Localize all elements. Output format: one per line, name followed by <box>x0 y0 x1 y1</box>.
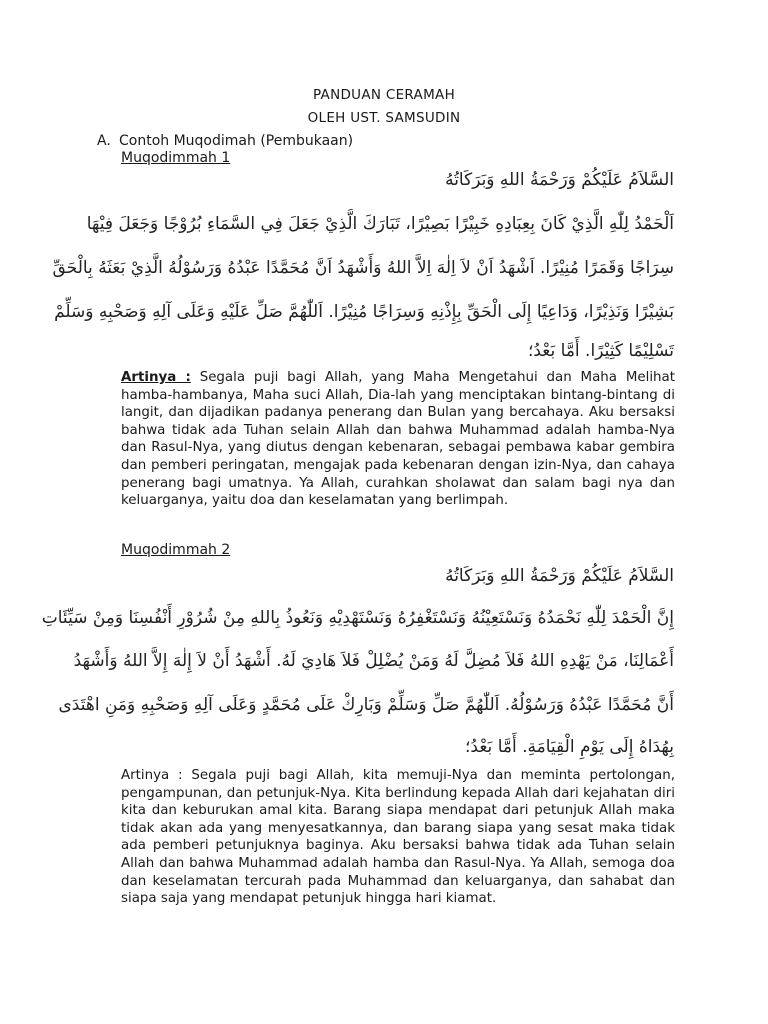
muqodimah-1-translation <box>121 369 675 510</box>
muqodimah-2-arabic-line: إِنَّ الْحَمْدَ لِلّٰهِ نَحْمَدُهُ وَنَسْتَعِيْنُهُ وَنَسْتَغْفِرُهُ وَنَسْتَهْدِيْهِ وَنَعُوذُ بِاللهِ مِنْ شُرُوْرِ أَنْفُسِنَا وَمِنْ سَيِّئَاتِ <box>41 608 674 628</box>
section-title: Contoh Muqodimah (Pembukaan) <box>119 133 354 149</box>
muqodimah-1-heading: Muqodimmah 1 <box>121 150 231 166</box>
muqodimah-2-arabic-line: أَعْمَالِنَا، مَنْ يَهْدِهِ اللهُ فَلاَ مُضِلَّ لَهُ وَمَنْ يُضْلِلْ فَلاَ هَادِيَ لَهُ. أَشْهَدُ أَنْ لاَ إِلٰهَ إِلاَّ اللهُ وَأَشْهَدُ <box>73 651 674 671</box>
muqodimah-2-arabic-line: السَّلاَمُ عَلَيْكُمْ وَرَحْمَةُ اللهِ وَبَرَكَاتُهُ <box>445 566 674 586</box>
muqodimah-1-arabic-line: بَشِيْرًا وَنَذِيْرًا، وَدَاعِيًا إِلَى الْحَقِّ بِإِذْنِهِ وَسِرَاجًا مُنِيْرًا. اَللّٰهُمَّ صَلِّ عَلَيْهِ وَعَلَى آلِهِ وَصَحْبِهِ وَسَلِّمْ <box>54 302 674 322</box>
muqodimah-1-arabic-line: اَلْحَمْدُ لِلّٰهِ الَّذِيْ كَانَ بِعِبَادِهِ خَبِيْرًا بَصِيْرًا، تَبَارَكَ الَّذِيْ جَعَلَ فِي السَّمَاءِ بُرُوْجًا وَجَعَلَ فِيْهَا <box>86 214 674 234</box>
document-author: OLEH UST. SAMSUDIN <box>307 110 461 126</box>
document-title: PANDUAN CERAMAH <box>312 87 456 103</box>
artinya-text: Segala puji bagi Allah, yang Maha Mengetahui dan Maha Melihat hamba-hambanya, Maha suci Allah, Dia-lah yang menciptakan bintang-bintang di langit, dan dijadikan padanya penerang dan Bulan yang bercahaya. Aku bersaksi bahwa tidak ada Tuhan selain Allah dan bahwa Muhammad adalah hamba-Nya dan Rasul-Nya, yang diutus dengan kebenaran, sebagai pembawa kabar gembira dan pemberi peringatan, mengajak pada kebenaran dengan izin-Nya, dan cahaya penerang bagi umatnya. Ya Allah, curahkan sholawat dan salam bagi nya dan keluarganya, yaitu doa dan keselamatan yang berlimpah. <box>121 370 675 509</box>
muqodimah-2-heading: Muqodimmah 2 <box>121 542 231 558</box>
muqodimah-2-translation: Artinya : Segala puji bagi Allah, kita memuji-Nya dan meminta pertolongan, pengampunan, dan petunjuk-Nya. Kita berlindung kepada Allah dari kejahatan diri kita dan keburukan amal kita. Barang siapa mendapat dari petunjuk Allah maka tidak akan ada yang menyesatkannya, dan barang siapa yang sesat maka tidak ada pemberi petunjuknya baginya. Aku bersaksi bahwa tidak ada Tuhan selain Allah dan bahwa Muhammad adalah hamba dan Rasul-Nya. Ya Allah, semoga doa dan keselamatan tercurah pada Muhammad dan keluarganya, dan sahabat dan siapa saja yang mendapat petunjuk hingga hari kiamat. <box>121 768 675 907</box>
artinya-label: Artinya : <box>121 370 191 385</box>
muqodimah-2-arabic-line: بِهُدَاهُ إِلَى يَوْمِ الْقِيَامَةِ. أَمَّا بَعْدُ؛ <box>465 737 674 757</box>
muqodimah-1-arabic-line: السَّلاَمُ عَلَيْكُمْ وَرَحْمَةُ اللهِ وَبَرَكَاتُهُ <box>445 170 674 190</box>
section-heading <box>97 133 353 149</box>
muqodimah-1-arabic-line: سِرَاجًا وَقَمَرًا مُنِيْرًا. اَشْهَدُ اَنْ لاَ اِلٰهَ اِلاَّ اللهُ وَأَشْهَدُ اَنَّ مُحَمَّدًا عَبْدُهُ وَرَسُوْلُهُ الَّذِيْ بَعَثَهُ بِالْحَقِّ <box>52 258 674 278</box>
section-label: A. <box>97 133 111 149</box>
muqodimah-2-arabic-line: أَنَّ مُحَمَّدًا عَبْدُهُ وَرَسُوْلُهُ. اَللّٰهُمَّ صَلِّ وَسَلِّمْ وَبَارِكْ عَلَى مُحَمَّدٍ وَعَلَى آلِهِ وَصَحْبِهِ وَمَنِ اهْتَدَى <box>58 695 674 715</box>
muqodimah-1-arabic-line: تَسْلِيْمًا كَثِيْرًا. أَمَّا بَعْدُ؛ <box>527 341 674 361</box>
